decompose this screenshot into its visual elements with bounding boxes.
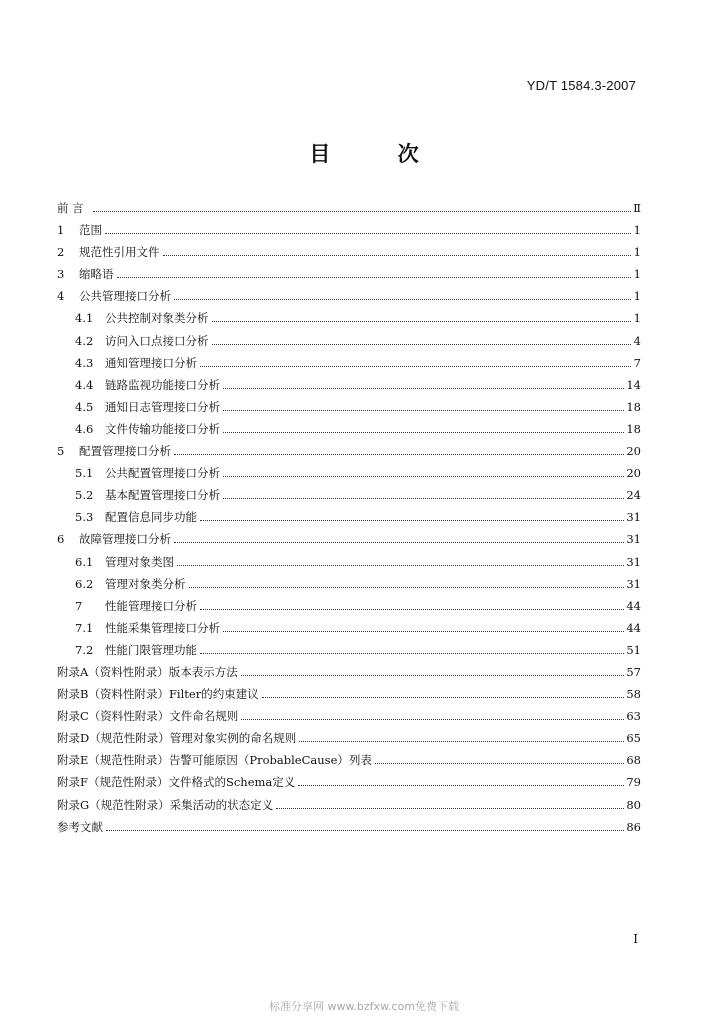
toc-entry-title: 性能采集管理接口分析 [105, 620, 220, 635]
dot-leader [177, 564, 624, 566]
dot-leader [200, 608, 624, 610]
toc-entry-title: 性能管理接口分析 [105, 598, 197, 613]
toc-entry-title: 通知日志管理接口分析 [105, 399, 220, 414]
dot-leader [200, 652, 624, 654]
toc-entry[interactable] [57, 774, 641, 796]
toc-entry-number: 5 [57, 444, 65, 459]
toc-entry-page: 1 [633, 223, 641, 238]
dot-leader [105, 232, 631, 234]
toc-entry[interactable] [57, 421, 641, 443]
toc-entry[interactable] [57, 443, 641, 465]
toc-entry[interactable] [57, 686, 641, 708]
toc-entry-number: 5.1 [75, 466, 94, 481]
dot-leader [200, 519, 624, 521]
toc-entry-page: 79 [626, 775, 641, 790]
toc-entry[interactable] [57, 333, 641, 355]
toc-entry-number: 6 [57, 532, 65, 547]
table-of-contents [57, 200, 641, 841]
toc-entry-title: 访问入口点接口分析 [105, 333, 209, 348]
dot-leader [200, 365, 631, 367]
toc-entry-page: 68 [626, 753, 641, 768]
toc-entry-page: 31 [626, 532, 641, 547]
dot-leader [93, 210, 631, 212]
toc-entry-page: 20 [626, 466, 641, 481]
dot-leader [241, 674, 625, 676]
dot-leader [223, 387, 624, 389]
toc-entry-number: 6.1 [75, 554, 94, 569]
toc-entry-page: 4 [633, 333, 641, 348]
watermark-text: 标准分享网 www.bzfxw.com免费下载 [268, 1000, 460, 1013]
dot-leader [298, 784, 624, 786]
toc-entry[interactable] [57, 377, 641, 399]
toc-entry-title: 缩略语 [79, 267, 114, 282]
toc-entry-number: 6.2 [75, 576, 94, 591]
toc-entry[interactable] [57, 708, 641, 730]
toc-entry-title: 基本配置管理接口分析 [105, 488, 220, 503]
toc-entry-title: 性能门限管理功能 [105, 642, 197, 657]
dot-leader [299, 740, 624, 742]
toc-entry-page: 44 [626, 598, 641, 613]
toc-entry-page: 14 [626, 377, 641, 392]
toc-entry[interactable] [57, 576, 641, 598]
dot-leader [223, 475, 624, 477]
toc-entry-title: 附录F（规范性附录）文件格式的Schema定义 [57, 775, 296, 790]
toc-entry-number: 前 言 [57, 201, 84, 215]
toc-entry-title: 附录G（规范性附录）采集活动的状态定义 [57, 797, 274, 812]
toc-entry[interactable] [57, 355, 641, 377]
toc-entry-title: 管理对象类分析 [105, 576, 186, 591]
toc-entry-number: 5.2 [75, 488, 94, 503]
toc-entry[interactable] [57, 752, 641, 774]
dot-leader [174, 541, 624, 543]
toc-entry-page: Ⅱ [633, 201, 641, 215]
toc-entry-page: 65 [626, 731, 641, 746]
toc-entry-title: 链路监视功能接口分析 [105, 377, 220, 392]
dot-leader [189, 586, 625, 588]
dot-leader [174, 453, 624, 455]
toc-entry-title: 公共控制对象类分析 [105, 311, 209, 326]
toc-entry-page: 86 [626, 819, 641, 834]
toc-entry-page: 1 [633, 289, 641, 304]
toc-entry[interactable] [57, 531, 641, 553]
toc-entry[interactable] [57, 730, 641, 752]
toc-entry[interactable] [57, 200, 641, 222]
toc-entry-title: 参考文献 [57, 819, 103, 834]
toc-entry[interactable] [57, 554, 641, 576]
toc-entry-page: 7 [633, 355, 641, 370]
toc-entry-title: 附录C（资料性附录）文件命名规则 [57, 709, 239, 724]
toc-entry-title: 范围 [79, 223, 102, 238]
toc-entry[interactable] [57, 222, 641, 244]
toc-entry-title: 通知管理接口分析 [105, 355, 197, 370]
toc-entry[interactable] [57, 509, 641, 531]
page-number: I [633, 932, 638, 946]
toc-entry-title: 故障管理接口分析 [79, 532, 171, 547]
dot-leader [117, 276, 632, 278]
toc-entry-page: 80 [626, 797, 641, 812]
toc-entry[interactable] [57, 266, 641, 288]
toc-entry-title: 配置信息同步功能 [105, 510, 197, 525]
dot-leader [223, 409, 624, 411]
toc-entry-number: 4.1 [75, 311, 94, 326]
toc-entry-page: 31 [626, 554, 641, 569]
toc-entry-page: 24 [626, 488, 641, 503]
toc-entry-number: 5.3 [75, 510, 94, 525]
toc-entry[interactable] [57, 797, 641, 819]
dot-leader [223, 431, 624, 433]
toc-entry-title: 规范性引用文件 [79, 245, 160, 260]
toc-entry-page: 1 [633, 245, 641, 260]
dot-leader [375, 762, 624, 764]
toc-entry-title: 附录B（资料性附录）Filter的约束建议 [57, 687, 259, 702]
dot-leader [276, 807, 624, 809]
toc-entry[interactable] [57, 664, 641, 686]
toc-entry[interactable] [57, 399, 641, 421]
toc-entry-title: 管理对象类图 [105, 554, 174, 569]
toc-entry-number: 4 [57, 289, 65, 304]
toc-entry-page: 57 [626, 664, 641, 679]
toc-entry[interactable] [57, 620, 641, 642]
toc-entry-page: 31 [626, 510, 641, 525]
dot-leader [212, 343, 632, 345]
toc-entry-number: 4.3 [75, 355, 94, 370]
dot-leader [262, 696, 625, 698]
dot-leader [174, 298, 631, 300]
toc-entry-number: 3 [57, 267, 65, 282]
dot-leader [223, 630, 624, 632]
toc-entry-title: 附录A（资料性附录）版本表示方法 [57, 664, 238, 679]
toc-entry-page: 63 [626, 709, 641, 724]
document-code: YD/T 1584.3-2007 [526, 78, 636, 93]
toc-entry-page: 18 [626, 421, 641, 436]
toc-entry-title: 附录E（规范性附录）告警可能原因（ProbableCause）列表 [57, 753, 372, 768]
dot-leader [163, 254, 632, 256]
toc-entry-page: 51 [626, 642, 641, 657]
dot-leader [223, 497, 624, 499]
page-title: 目 次 [309, 142, 449, 166]
toc-entry-title: 公共管理接口分析 [79, 289, 171, 304]
toc-entry-page: 1 [633, 267, 641, 282]
toc-entry[interactable] [57, 244, 641, 266]
toc-entry[interactable] [57, 598, 641, 620]
toc-entry-number: 4.4 [75, 377, 94, 392]
toc-entry-page: 20 [626, 444, 641, 459]
toc-entry-title: 公共配置管理接口分析 [105, 466, 220, 481]
toc-entry-title: 附录D（规范性附录）管理对象实例的命名规则 [57, 731, 297, 746]
toc-entry-number: 7.2 [75, 642, 94, 657]
toc-entry[interactable] [57, 288, 641, 310]
toc-entry-number: 4.2 [75, 333, 94, 348]
toc-entry-page: 58 [626, 687, 641, 702]
toc-entry-title: 配置管理接口分析 [79, 444, 171, 459]
toc-entry[interactable] [57, 310, 641, 332]
toc-entry[interactable] [57, 487, 641, 509]
toc-entry[interactable] [57, 642, 641, 664]
dot-leader [212, 320, 632, 322]
toc-entry-page: 1 [633, 311, 641, 326]
toc-entry-number: 7 [75, 598, 83, 613]
toc-entry-title: 文件传输功能接口分析 [105, 421, 220, 436]
toc-entry-page: 31 [626, 576, 641, 591]
toc-entry-number: 2 [57, 245, 65, 260]
toc-entry-number: 1 [57, 223, 65, 238]
dot-leader [241, 718, 624, 720]
toc-entry[interactable] [57, 819, 641, 841]
toc-entry-number: 4.5 [75, 399, 94, 414]
dot-leader [106, 829, 624, 831]
toc-entry[interactable] [57, 465, 641, 487]
toc-entry-page: 18 [626, 399, 641, 414]
toc-entry-number: 4.6 [75, 421, 94, 436]
toc-entry-page: 44 [626, 620, 641, 635]
toc-entry-number: 7.1 [75, 620, 94, 635]
